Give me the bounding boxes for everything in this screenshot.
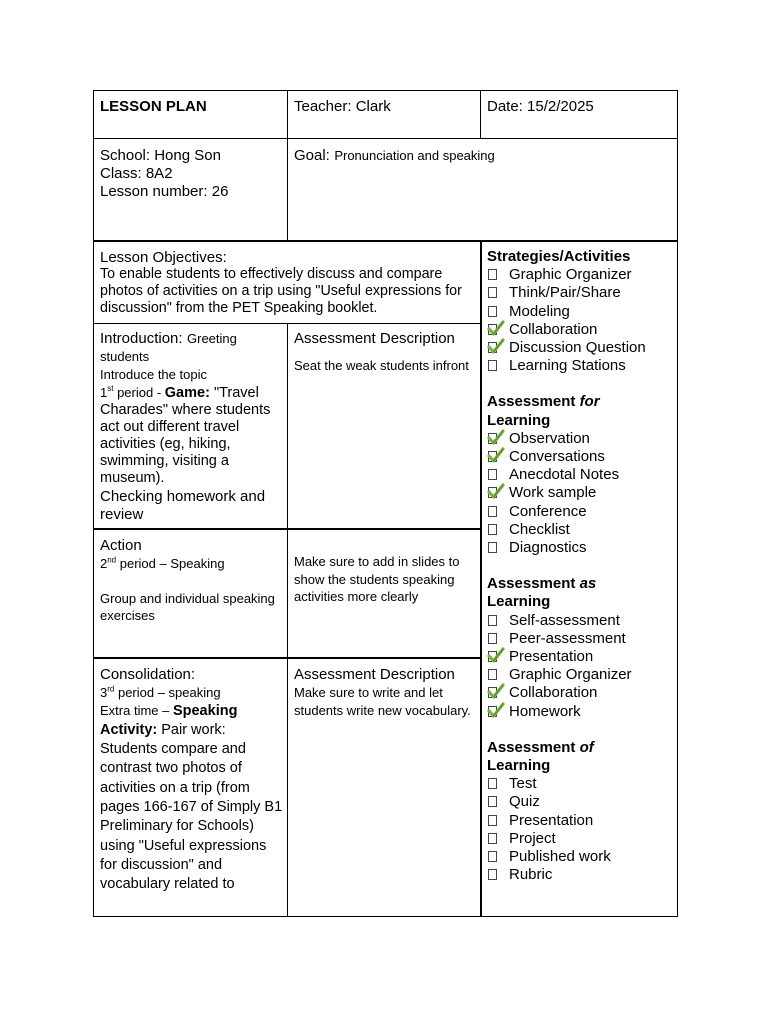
checklist-label: Project: [509, 829, 556, 847]
checklist-label: Conference: [509, 502, 587, 520]
speaking-activity: Extra time – Speaking Activity: Pair work: Students compare and contrast two photos of activities on a trip (from pages 166-167 of Simply B1 Preliminary for Schools) using "Useful expressions for discussion" and vocabulary related to: [100, 702, 283, 893]
checkbox-icon[interactable]: [488, 815, 497, 826]
checklist-label: Peer-assessment: [509, 629, 626, 647]
checklist-item[interactable]: [487, 848, 675, 866]
checkmark-icon: [487, 446, 505, 464]
checklist-label: Collaboration: [509, 684, 598, 702]
checklist-label: Modeling: [509, 302, 570, 320]
checklist-item[interactable]: [487, 775, 675, 793]
consolidation-label: Consolidation:: [100, 666, 196, 683]
school-info: [100, 147, 285, 201]
checklist-item[interactable]: [487, 793, 675, 811]
checkbox-icon[interactable]: [488, 306, 497, 317]
checklist-label: Observation: [509, 429, 590, 447]
lesson-date: Date: 15/2/2025: [487, 98, 594, 115]
class-name: Class: 8A2: [100, 165, 173, 182]
action-label: Action: [100, 537, 142, 554]
topic-text: Introduce the topic: [100, 367, 207, 382]
checklist-item[interactable]: [487, 612, 675, 630]
consolidation-section: [100, 666, 285, 894]
checklist-item[interactable]: [487, 830, 675, 848]
checklist-label: Homework: [509, 702, 581, 720]
checkbox-icon[interactable]: [488, 269, 497, 280]
checklist-item[interactable]: [487, 339, 675, 357]
table-border: [480, 90, 481, 139]
goal-label: Goal:: [294, 147, 330, 164]
consolidation-period: 3rd period – speaking: [100, 684, 221, 700]
checklist-label: Self-assessment: [509, 611, 620, 629]
checklist-item[interactable]: [487, 521, 675, 539]
lesson-number: Lesson number: 26: [100, 183, 229, 200]
checklist-label: Think/Pair/Share: [509, 284, 621, 302]
goal: [294, 147, 674, 165]
checklist-item[interactable]: [487, 648, 675, 666]
checkbox-icon[interactable]: [488, 851, 497, 862]
table-border: [93, 138, 678, 139]
checklist-label: Presentation: [509, 811, 594, 829]
checklist-item[interactable]: [487, 703, 675, 721]
table-border: [93, 240, 678, 242]
objectives-label: Lesson Objectives:: [100, 249, 227, 266]
checklist-label: Conversations: [509, 448, 605, 466]
checklist-item[interactable]: [487, 812, 675, 830]
assessment-for-title: Assessment for Learning: [487, 393, 600, 429]
assessment-description-1: [294, 330, 478, 375]
checklists-column: [487, 248, 675, 885]
checklist-label: Discussion Question: [509, 339, 646, 357]
school-name: School: Hong Son: [100, 147, 221, 164]
assessment-text: Make sure to write and let students write new vocabulary.: [294, 685, 471, 718]
checklist-label: Anecdotal Notes: [509, 466, 620, 484]
checklist-label: Collaboration: [509, 320, 598, 338]
action-text: Group and individual speaking exercises: [100, 590, 275, 623]
teacher-name: Teacher: Clark: [294, 98, 391, 115]
checkbox-icon[interactable]: [488, 633, 497, 644]
checklist-label: Test: [509, 775, 537, 793]
checkmark-icon: [487, 701, 505, 719]
checklist-label: Work sample: [509, 484, 597, 502]
checkmark-icon: [487, 337, 505, 355]
assessment-label: Assessment Description: [294, 666, 455, 683]
homework-review: Checking homework and review: [100, 487, 266, 523]
checklist-label: Graphic Organizer: [509, 666, 632, 684]
checklist-item[interactable]: [487, 266, 675, 284]
game-description: 1st period - Game: "Travel Charades" where students act out different travel activities (eg, hiking, swimming, visiting a museum).: [100, 383, 271, 486]
assessment-for-list: [487, 430, 675, 557]
checkbox-icon[interactable]: [488, 469, 497, 480]
checkmark-icon: [487, 682, 505, 700]
checkbox-icon[interactable]: [488, 542, 497, 553]
checklist-item[interactable]: [487, 666, 675, 684]
assessment-description-2: [294, 666, 478, 719]
table-border: [287, 90, 288, 241]
checkbox-icon[interactable]: [488, 506, 497, 517]
lesson-plan-title: LESSON PLAN: [100, 98, 207, 115]
checklist-item[interactable]: [487, 321, 675, 339]
strategies-list: [487, 266, 675, 375]
table-border: [93, 90, 678, 91]
checklist-item[interactable]: [487, 284, 675, 302]
checklist-label: Quiz: [509, 793, 540, 811]
assessment-as-title: Assessment as Learning: [487, 575, 597, 611]
strategies-title: Strategies/Activities: [487, 248, 631, 265]
goal-text: Pronunciation and speaking: [334, 148, 495, 163]
assessment-as-list: [487, 612, 675, 721]
checkbox-icon[interactable]: [488, 833, 497, 844]
checkbox-icon[interactable]: [488, 360, 497, 371]
checkbox-icon[interactable]: [488, 869, 497, 880]
assessment-text: Seat the weak students infront: [294, 358, 469, 373]
checklist-item[interactable]: [487, 684, 675, 702]
table-border: [93, 916, 678, 917]
checklist-item[interactable]: [487, 357, 675, 375]
checklist-label: Learning Stations: [509, 357, 626, 375]
checklist-item[interactable]: [487, 484, 675, 502]
table-border: [677, 90, 678, 917]
assessment-label: Assessment Description: [294, 330, 455, 347]
action-section: [100, 537, 285, 625]
checkbox-icon[interactable]: [488, 524, 497, 535]
assessment-of-list: [487, 775, 675, 884]
checklist-item[interactable]: [487, 303, 675, 321]
checklist-label: Published work: [509, 848, 611, 866]
lesson-objectives: [100, 249, 478, 317]
checklist-label: Presentation: [509, 648, 594, 666]
introduction-label: Introduction:: [100, 330, 183, 347]
checkbox-icon[interactable]: [488, 669, 497, 680]
table-border: [480, 240, 482, 917]
assessment-of-title: Assessment of Learning: [487, 738, 594, 775]
checkmark-icon: [487, 428, 505, 446]
table-border: [287, 323, 288, 917]
checklist-item[interactable]: [487, 866, 675, 884]
checkbox-icon[interactable]: [488, 796, 497, 807]
checkbox-icon[interactable]: [488, 778, 497, 789]
introduction-section: [100, 330, 285, 524]
checklist-item[interactable]: [487, 539, 675, 557]
checklist-item[interactable]: [487, 448, 675, 466]
greeting-text: Greeting students: [100, 331, 237, 364]
action-period: 2nd period – Speaking: [100, 555, 225, 571]
checkmark-icon: [487, 319, 505, 337]
checklist-item[interactable]: [487, 630, 675, 648]
checkmark-icon: [487, 646, 505, 664]
checklist-label: Checklist: [509, 520, 570, 538]
checkmark-icon: [487, 482, 505, 500]
checkbox-icon[interactable]: [488, 287, 497, 298]
objectives-text: To enable students to effectively discuss and compare photos of activities on a trip using "Useful expressions for discussion" from the PET Speaking booklet.: [100, 266, 462, 316]
table-border: [93, 90, 94, 917]
checklist-label: Diagnostics: [509, 539, 587, 557]
checklist-item[interactable]: [487, 503, 675, 521]
checklist-label: Graphic Organizer: [509, 266, 632, 284]
checklist-item[interactable]: [487, 430, 675, 448]
checklist-item[interactable]: [487, 466, 675, 484]
checklist-label: Rubric: [509, 866, 553, 884]
action-note: Make sure to add in slides to show the students speaking activities more clearly: [294, 554, 460, 604]
checkbox-icon[interactable]: [488, 615, 497, 626]
